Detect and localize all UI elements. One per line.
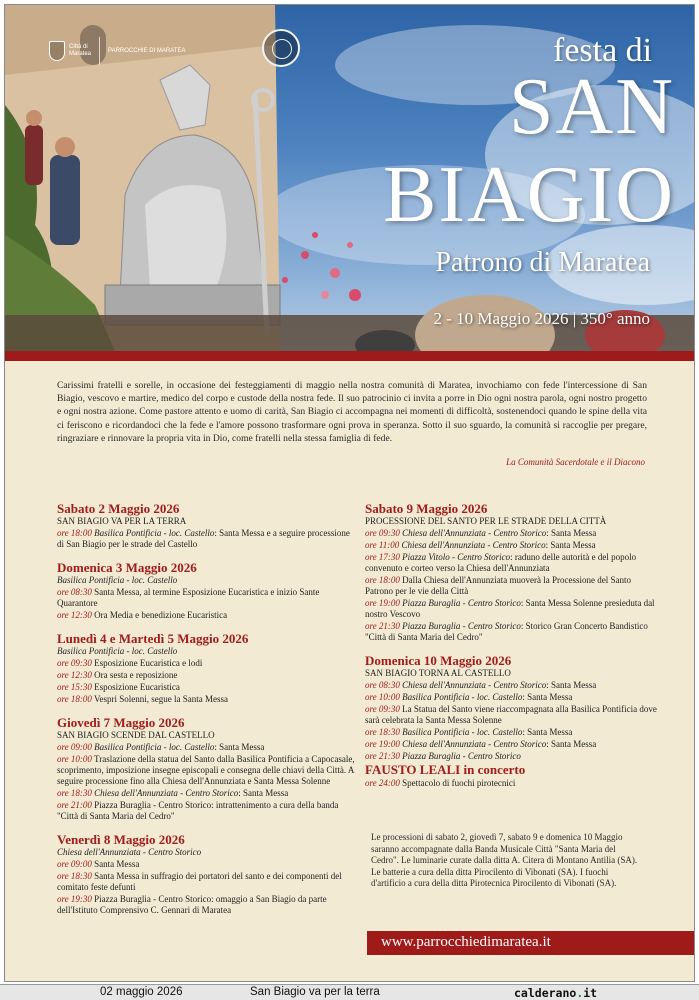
program-day (57, 501, 357, 550)
day-title: Lunedì 4 e Martedì 5 Maggio 2026 (57, 631, 249, 646)
program-event (365, 751, 657, 762)
day-title: Domenica 3 Maggio 2026 (57, 560, 197, 575)
title-patrono: Patrono di Maratea (435, 247, 650, 278)
program-day (365, 653, 657, 789)
footer-brand[interactable] (514, 986, 597, 1000)
program-day (57, 715, 357, 822)
event-text: Esposizione Eucaristica e lodi (94, 658, 203, 668)
program-day (57, 631, 357, 705)
event-text: : Santa Messa Solenne presieduta dal nostro Vescovo (365, 598, 655, 619)
program-event (365, 739, 657, 750)
logo-comune-text: Città di Maratea (69, 44, 92, 57)
logo-parrocchie (108, 48, 185, 55)
event-text: Esposizione Eucaristica (94, 682, 180, 692)
event-time: ore 11:00 (365, 540, 400, 550)
footer-date: 02 maggio 2026 (100, 986, 183, 998)
program-event (57, 587, 357, 609)
event-time: ore 10:00 (57, 754, 92, 764)
program-event (57, 658, 357, 669)
program-column-left (57, 501, 357, 926)
program-event (365, 727, 657, 738)
program-event (57, 670, 357, 681)
event-time: ore 21:00 (57, 800, 92, 810)
event-time: ore 19:00 (365, 739, 400, 749)
event-place: Piazza Buraglia - Centro Storico (402, 621, 521, 631)
event-place: Piazza Buraglia - Centro Storico (402, 598, 521, 608)
intro-text: Carissimi fratelli e sorelle, in occasione dei festeggiamenti di maggio nella nostra comunità di Maratea, invochiamo con fede l'intercessione di San Biagio, vescovo e martire, medico del corpo e custode della nostra fede. Il suo patrocinio ci invita a porre in Dio ogni nostra parola, ogni nostro progetto e ogni nostra azione. Come pastore attento e uomo di carità, San Biagio ci accompagna nei momenti di difficoltà, sostenendoci quando le spine della vita ci feriscono e ricordandoci che la fede e l'amore possono trasformare ogni prova in speranza. Sotto il suo sguardo, la comunità si raccoglie per pregare, ringraziare e rinnovare la propria vita in Dio, come fratelli nella stessa famiglia di fede. (57, 380, 647, 444)
event-text: : Storico Gran Concerto Bandistico "Città di Santa Maria del Cedro" (365, 621, 648, 642)
event-place: Chiesa dell'Annunziata - Centro Storico (402, 528, 547, 538)
event-text: Santa Messa, al termine Esposizione Eucaristica e inizio Sante Quarantore (57, 587, 320, 608)
day-location: Basilica Pontificia - loc. Castello (57, 646, 178, 656)
title-san: SAN (508, 63, 675, 151)
event-text: Piazza Buraglia - Centro Storico: intrattenimento a cura della banda "Città di Santa Maria del Cedro" (57, 800, 339, 821)
logo-divider (99, 37, 100, 65)
event-place: Chiesa dell'Annunziata - Centro Storico (94, 788, 239, 798)
concert-time: ore 24:00 (365, 778, 400, 788)
event-place: Chiesa dell'Annunziata - Centro Storico (402, 680, 547, 690)
event-time: ore 08:30 (57, 587, 92, 597)
day-subtitle: SAN BIAGIO SCENDE DAL CASTELLO (57, 730, 215, 740)
brand-name: calderano (514, 986, 577, 1000)
event-text: Dalla Chiesa dell'Annunziata muoverà la Processione del Santo Patrono per le vie della Città (365, 575, 631, 596)
event-text: Santa Messa in suffragio dei portatori del santo e dei componenti del comitato feste defunti (57, 871, 342, 892)
logo-comune (49, 41, 91, 61)
program-event (365, 680, 657, 691)
event-text: : Santa Messa (214, 742, 265, 752)
brand-dot: . (576, 986, 584, 1000)
day-title: Domenica 10 Maggio 2026 (365, 653, 512, 668)
program-day (365, 501, 657, 643)
day-subtitle: SAN BIAGIO TORNA AL CASTELLO (365, 668, 511, 678)
event-time: ore 19:30 (57, 894, 92, 904)
program-event (57, 871, 357, 893)
event-text: : Santa Messa (546, 739, 597, 749)
program-event (57, 528, 357, 550)
header-divider (5, 351, 695, 361)
footer-title[interactable]: San Biagio va per la terra (250, 986, 380, 998)
day-title: Venerdì 8 Maggio 2026 (57, 832, 185, 847)
event-text: : Santa Messa (546, 528, 597, 538)
diocese-seal-icon (262, 29, 300, 67)
event-place: Piazza Buraglia - Centro Storico (402, 751, 521, 761)
event-text: : Santa Messa (545, 540, 596, 550)
event-time: ore 21:30 (365, 621, 400, 631)
program-event (365, 575, 657, 597)
day-location: Chiesa dell'Annunziata - Centro Storico (57, 847, 202, 857)
website-band (367, 931, 695, 955)
event-place: Chiesa dell'Annunziata - Centro Storico (401, 540, 546, 550)
concert-event (365, 778, 657, 789)
event-poster (4, 4, 695, 982)
event-place: Basilica Pontificia - loc. Castello (402, 692, 523, 702)
day-title: Giovedì 7 Maggio 2026 (57, 715, 185, 730)
day-subtitle: SAN BIAGIO VA PER LA TERRA (57, 516, 187, 526)
event-time: ore 18:00 (57, 528, 92, 538)
event-time: ore 09:30 (365, 704, 400, 714)
event-text: : Santa Messa (238, 788, 289, 798)
day-title: Sabato 9 Maggio 2026 (365, 501, 488, 516)
event-time: ore 09:30 (365, 528, 400, 538)
event-text: : Santa Messa e a seguire processione di San Biagio per le strade del Castello (57, 528, 350, 549)
event-time: ore 18:30 (57, 788, 92, 798)
intro-signature: La Comunità Sacerdotale e il Diacono (506, 457, 645, 467)
program-event (57, 754, 357, 787)
event-text: : Santa Messa (522, 727, 573, 737)
title-dates: 2 - 10 Maggio 2026 | 350° anno (433, 309, 650, 328)
day-title: Sabato 2 Maggio 2026 (57, 501, 180, 516)
program-event (57, 610, 357, 621)
event-text: Santa Messa (94, 859, 140, 869)
event-time: ore 10:00 (365, 692, 400, 702)
event-time: ore 18:00 (365, 575, 400, 585)
program-day (57, 560, 357, 621)
title-festa: festa di (553, 32, 653, 69)
program-column-right (365, 501, 657, 789)
event-text: Vespri Solenni, segue la Santa Messa (94, 694, 228, 704)
event-time: ore 17:30 (365, 552, 400, 562)
program-event (57, 800, 357, 822)
program-event (57, 694, 357, 705)
event-time: ore 09:30 (57, 658, 92, 668)
event-place: Basilica Pontificia - loc. Castello (402, 727, 523, 737)
title-biagio: BIAGIO (383, 151, 675, 239)
event-place: Piazza Vitolo - Centro Storico (402, 552, 511, 562)
event-text: Traslazione della statua del Santo dalla Basilica Pontificia a Capocasale, scoprimento, imposizione insegne episcopali e consegna delle chiavi della Città. A seguire processione fino alla Chiesa dell'Annunziata e Santa Messa Solenne (57, 754, 355, 786)
program-event (57, 894, 357, 916)
program-event (365, 552, 657, 574)
program-event (365, 528, 657, 539)
event-time: ore 21:30 (365, 751, 400, 761)
concert-title: FAUSTO LEALI in concerto (365, 762, 526, 777)
event-time: ore 15:30 (57, 682, 92, 692)
event-text: : Santa Messa (546, 680, 597, 690)
event-time: ore 12:30 (57, 610, 92, 620)
event-time: ore 18:30 (365, 727, 400, 737)
event-time: ore 08:30 (365, 680, 400, 690)
event-time: ore 09:00 (57, 742, 92, 752)
program-event (57, 742, 357, 753)
program-event (365, 540, 657, 551)
event-time: ore 18:00 (57, 694, 92, 704)
header-logos (49, 31, 185, 71)
event-place: Basilica Pontificia - loc. Castello (94, 742, 215, 752)
event-time: ore 18:30 (57, 871, 92, 881)
event-time: ore 12:30 (57, 670, 92, 680)
event-text: Piazza Buraglia - Centro Storico: omaggio a San Biagio da parte dell'Istituto Comprensivo C. Gennari di Maratea (57, 894, 327, 915)
event-text: Ora sesta e reposizione (94, 670, 178, 680)
program-note: Le processioni di sabato 2, giovedì 7, sabato 9 e domenica 10 Maggio saranno accompagnate dalla Banda Musicale Città "Santa Maria del Cedro". Le luminarie curate dalla ditta A. Citera di Montano Antilia (SA). Le batterie a cura della ditta Pirocilento di Vibonati (SA). I fuochi d'artificio a cura della ditta Pirotecnica Pirocilento di Vibonati (SA). (371, 832, 638, 889)
event-text: Ora Media e benedizione Eucaristica (94, 610, 228, 620)
day-subtitle: PROCESSIONE DEL SANTO PER LE STRADE DELLA CITTÀ (365, 516, 607, 526)
logo-parrocchie-text: PARROCCHIE DI MARATEA (108, 47, 186, 54)
event-text: : Santa Messa (522, 692, 573, 702)
event-time: ore 19:00 (365, 598, 400, 608)
program-event (57, 682, 357, 693)
event-place: Basilica Pontificia - loc. Castello (94, 528, 215, 538)
event-time: ore 09:00 (57, 859, 92, 869)
program-event (365, 621, 657, 643)
program-event (57, 859, 357, 870)
website-link[interactable]: www.parrocchiedimaratea.it (381, 934, 551, 950)
brand-tld: it (583, 986, 598, 1000)
program-event (57, 788, 357, 799)
day-location: Basilica Pontificia - loc. Castello (57, 575, 178, 585)
program-event (365, 598, 657, 620)
program-event (365, 704, 657, 726)
crest-icon (49, 41, 65, 61)
event-place: Chiesa dell'Annunziata - Centro Storico (402, 739, 547, 749)
concert-text: Spettacolo di fuochi pirotecnici (402, 778, 516, 788)
program-event (365, 692, 657, 703)
hero-image (5, 5, 695, 351)
event-text: La Statua del Santo viene riaccompagnata alla Basilica Pontificia dove sarà celebrata la Santa Messa Solenne (365, 704, 657, 725)
event-text: : raduno delle autorità e del popolo convenuto e corteo verso la Chiesa dell'Annunziata (365, 552, 637, 573)
program-day (57, 832, 357, 916)
page-footer (0, 984, 699, 1000)
